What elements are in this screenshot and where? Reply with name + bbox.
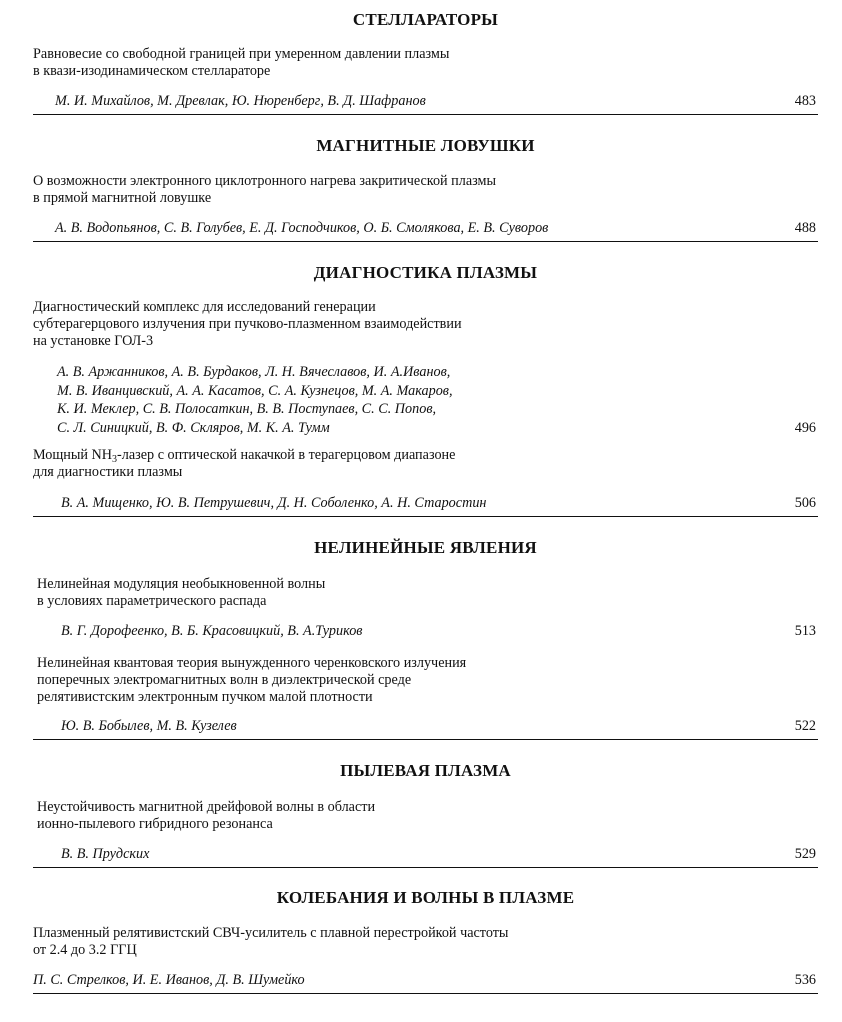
subscript: 3 bbox=[112, 454, 118, 465]
toc-entry[interactable] bbox=[33, 925, 818, 959]
title-text: Мощный NH bbox=[33, 447, 113, 463]
article-title-line: субтерагерцового излучения при пучково-плазменном взаимодействии bbox=[33, 316, 462, 332]
toc-entry[interactable] bbox=[33, 173, 818, 207]
article-authors: В. В. Прудских bbox=[61, 846, 150, 862]
section-plasma-diagnostics bbox=[33, 263, 818, 283]
toc-entry-footer bbox=[33, 363, 818, 437]
article-authors: Ю. В. Бобылев, М. В. Кузелев bbox=[61, 718, 237, 734]
page-number[interactable]: 536 bbox=[794, 972, 816, 988]
toc-entry-footer bbox=[33, 846, 818, 863]
toc-entry-footer bbox=[33, 495, 818, 512]
article-authors: А. В. Водопьянов, С. В. Голубев, Е. Д. Господчиков, О. Б. Смолякова, Е. В. Суворов bbox=[55, 220, 549, 236]
article-title-line: Нелинейная модуляция необыкновенной волны bbox=[37, 576, 326, 592]
article-title-line: для диагностики плазмы bbox=[33, 464, 183, 480]
toc-entry[interactable] bbox=[33, 299, 818, 350]
article-title-line: Неустойчивость магнитной дрейфовой волны в области bbox=[37, 799, 376, 815]
article-authors: К. И. Меклер, С. В. Полосаткин, В. В. Поступаев, С. С. Попов, bbox=[57, 401, 437, 417]
article-authors: А. В. Аржанников, А. В. Бурдаков, Л. Н. Вячеславов, И. А.Иванов, bbox=[57, 364, 451, 380]
article-title-line: Диагностический комплекс для исследований генерации bbox=[33, 299, 376, 315]
section-heading: ДИАГНОСТИКА ПЛАЗМЫ bbox=[313, 263, 538, 282]
article-title-line: Равновесие со свободной границей при умеренном давлении плазмы bbox=[33, 46, 450, 62]
toc-entry[interactable] bbox=[33, 655, 822, 706]
title-text: -лазер с оптической накачкой в терагерцовом диапазоне bbox=[117, 447, 456, 463]
toc-entry[interactable] bbox=[33, 447, 818, 481]
section-divider bbox=[33, 114, 818, 115]
article-title-line: ионно-пылевого гибридного резонанса bbox=[37, 816, 273, 832]
page-number[interactable]: 488 bbox=[794, 220, 816, 236]
section-stellarators bbox=[33, 10, 818, 30]
page-number[interactable]: 506 bbox=[794, 495, 816, 511]
section-heading: СТЕЛЛАРАТОРЫ bbox=[352, 10, 499, 29]
section-dusty-plasma bbox=[33, 761, 818, 781]
article-authors: С. Л. Синицкий, В. Ф. Скляров, М. К. А. Тумм bbox=[57, 419, 330, 436]
section-magnetic-traps bbox=[33, 136, 818, 156]
article-title-line: в прямой магнитной ловушке bbox=[33, 190, 212, 206]
article-title-line: релятивистским электронным пучком малой плотности bbox=[37, 689, 373, 705]
section-divider bbox=[33, 867, 818, 868]
toc-entry[interactable] bbox=[33, 576, 822, 610]
section-divider bbox=[33, 993, 818, 994]
section-nonlinear-phenomena bbox=[33, 538, 818, 558]
toc-entry-footer bbox=[33, 972, 818, 989]
article-title-line: О возможности электронного циклотронного нагрева закритической плазмы bbox=[33, 173, 497, 189]
section-heading: НЕЛИНЕЙНЫЕ ЯВЛЕНИЯ bbox=[314, 538, 537, 557]
page-number[interactable]: 529 bbox=[794, 846, 816, 862]
article-title-line: поперечных электромагнитных волн в диэлектрической среде bbox=[37, 672, 412, 688]
article-title-line bbox=[33, 447, 818, 464]
section-divider bbox=[33, 241, 818, 242]
article-authors: В. Г. Дорофеенко, В. Б. Красовицкий, В. А.Туриков bbox=[61, 623, 363, 639]
page-number[interactable]: 522 bbox=[794, 718, 816, 734]
toc-entry[interactable] bbox=[33, 46, 818, 80]
toc-entry[interactable] bbox=[33, 799, 822, 833]
section-divider bbox=[33, 516, 818, 517]
section-divider bbox=[33, 739, 818, 740]
section-oscillations-waves bbox=[33, 888, 818, 908]
page-number[interactable]: 513 bbox=[794, 623, 816, 639]
article-title-line: в условиях параметрического распада bbox=[37, 593, 267, 609]
article-authors: М. И. Михайлов, М. Древлак, Ю. Нюренберг, В. Д. Шафранов bbox=[55, 93, 426, 109]
toc-entry-footer bbox=[33, 93, 818, 110]
section-heading: КОЛЕБАНИЯ И ВОЛНЫ В ПЛАЗМЕ bbox=[276, 888, 575, 907]
section-heading: МАГНИТНЫЕ ЛОВУШКИ bbox=[316, 136, 535, 155]
article-title-line: в квази-изодинамическом стеллараторе bbox=[33, 63, 271, 79]
page-number[interactable]: 483 bbox=[794, 93, 816, 109]
toc-entry-footer bbox=[33, 623, 818, 640]
article-title-line: Плазменный релятивистский СВЧ-усилитель с плавной перестройкой частоты bbox=[33, 925, 509, 941]
article-authors: В. А. Мищенко, Ю. В. Петрушевич, Д. Н. Соболенко, А. Н. Старостин bbox=[61, 495, 487, 511]
article-authors: М. В. Иванцивский, А. А. Касатов, С. А. Кузнецов, М. А. Макаров, bbox=[57, 382, 453, 399]
section-heading: ПЫЛЕВАЯ ПЛАЗМА bbox=[340, 761, 511, 780]
toc-entry-footer bbox=[33, 718, 818, 735]
page-number[interactable]: 496 bbox=[794, 420, 816, 436]
article-title-line: Нелинейная квантовая теория вынужденного черенковского излучения bbox=[37, 655, 467, 671]
article-title-line: на установке ГОЛ-3 bbox=[33, 333, 154, 349]
article-authors: П. С. Стрелков, И. Е. Иванов, Д. В. Шумейко bbox=[33, 972, 305, 988]
article-title-line: от 2.4 до 3.2 ГГЦ bbox=[33, 942, 137, 958]
toc-entry-footer bbox=[33, 220, 818, 237]
